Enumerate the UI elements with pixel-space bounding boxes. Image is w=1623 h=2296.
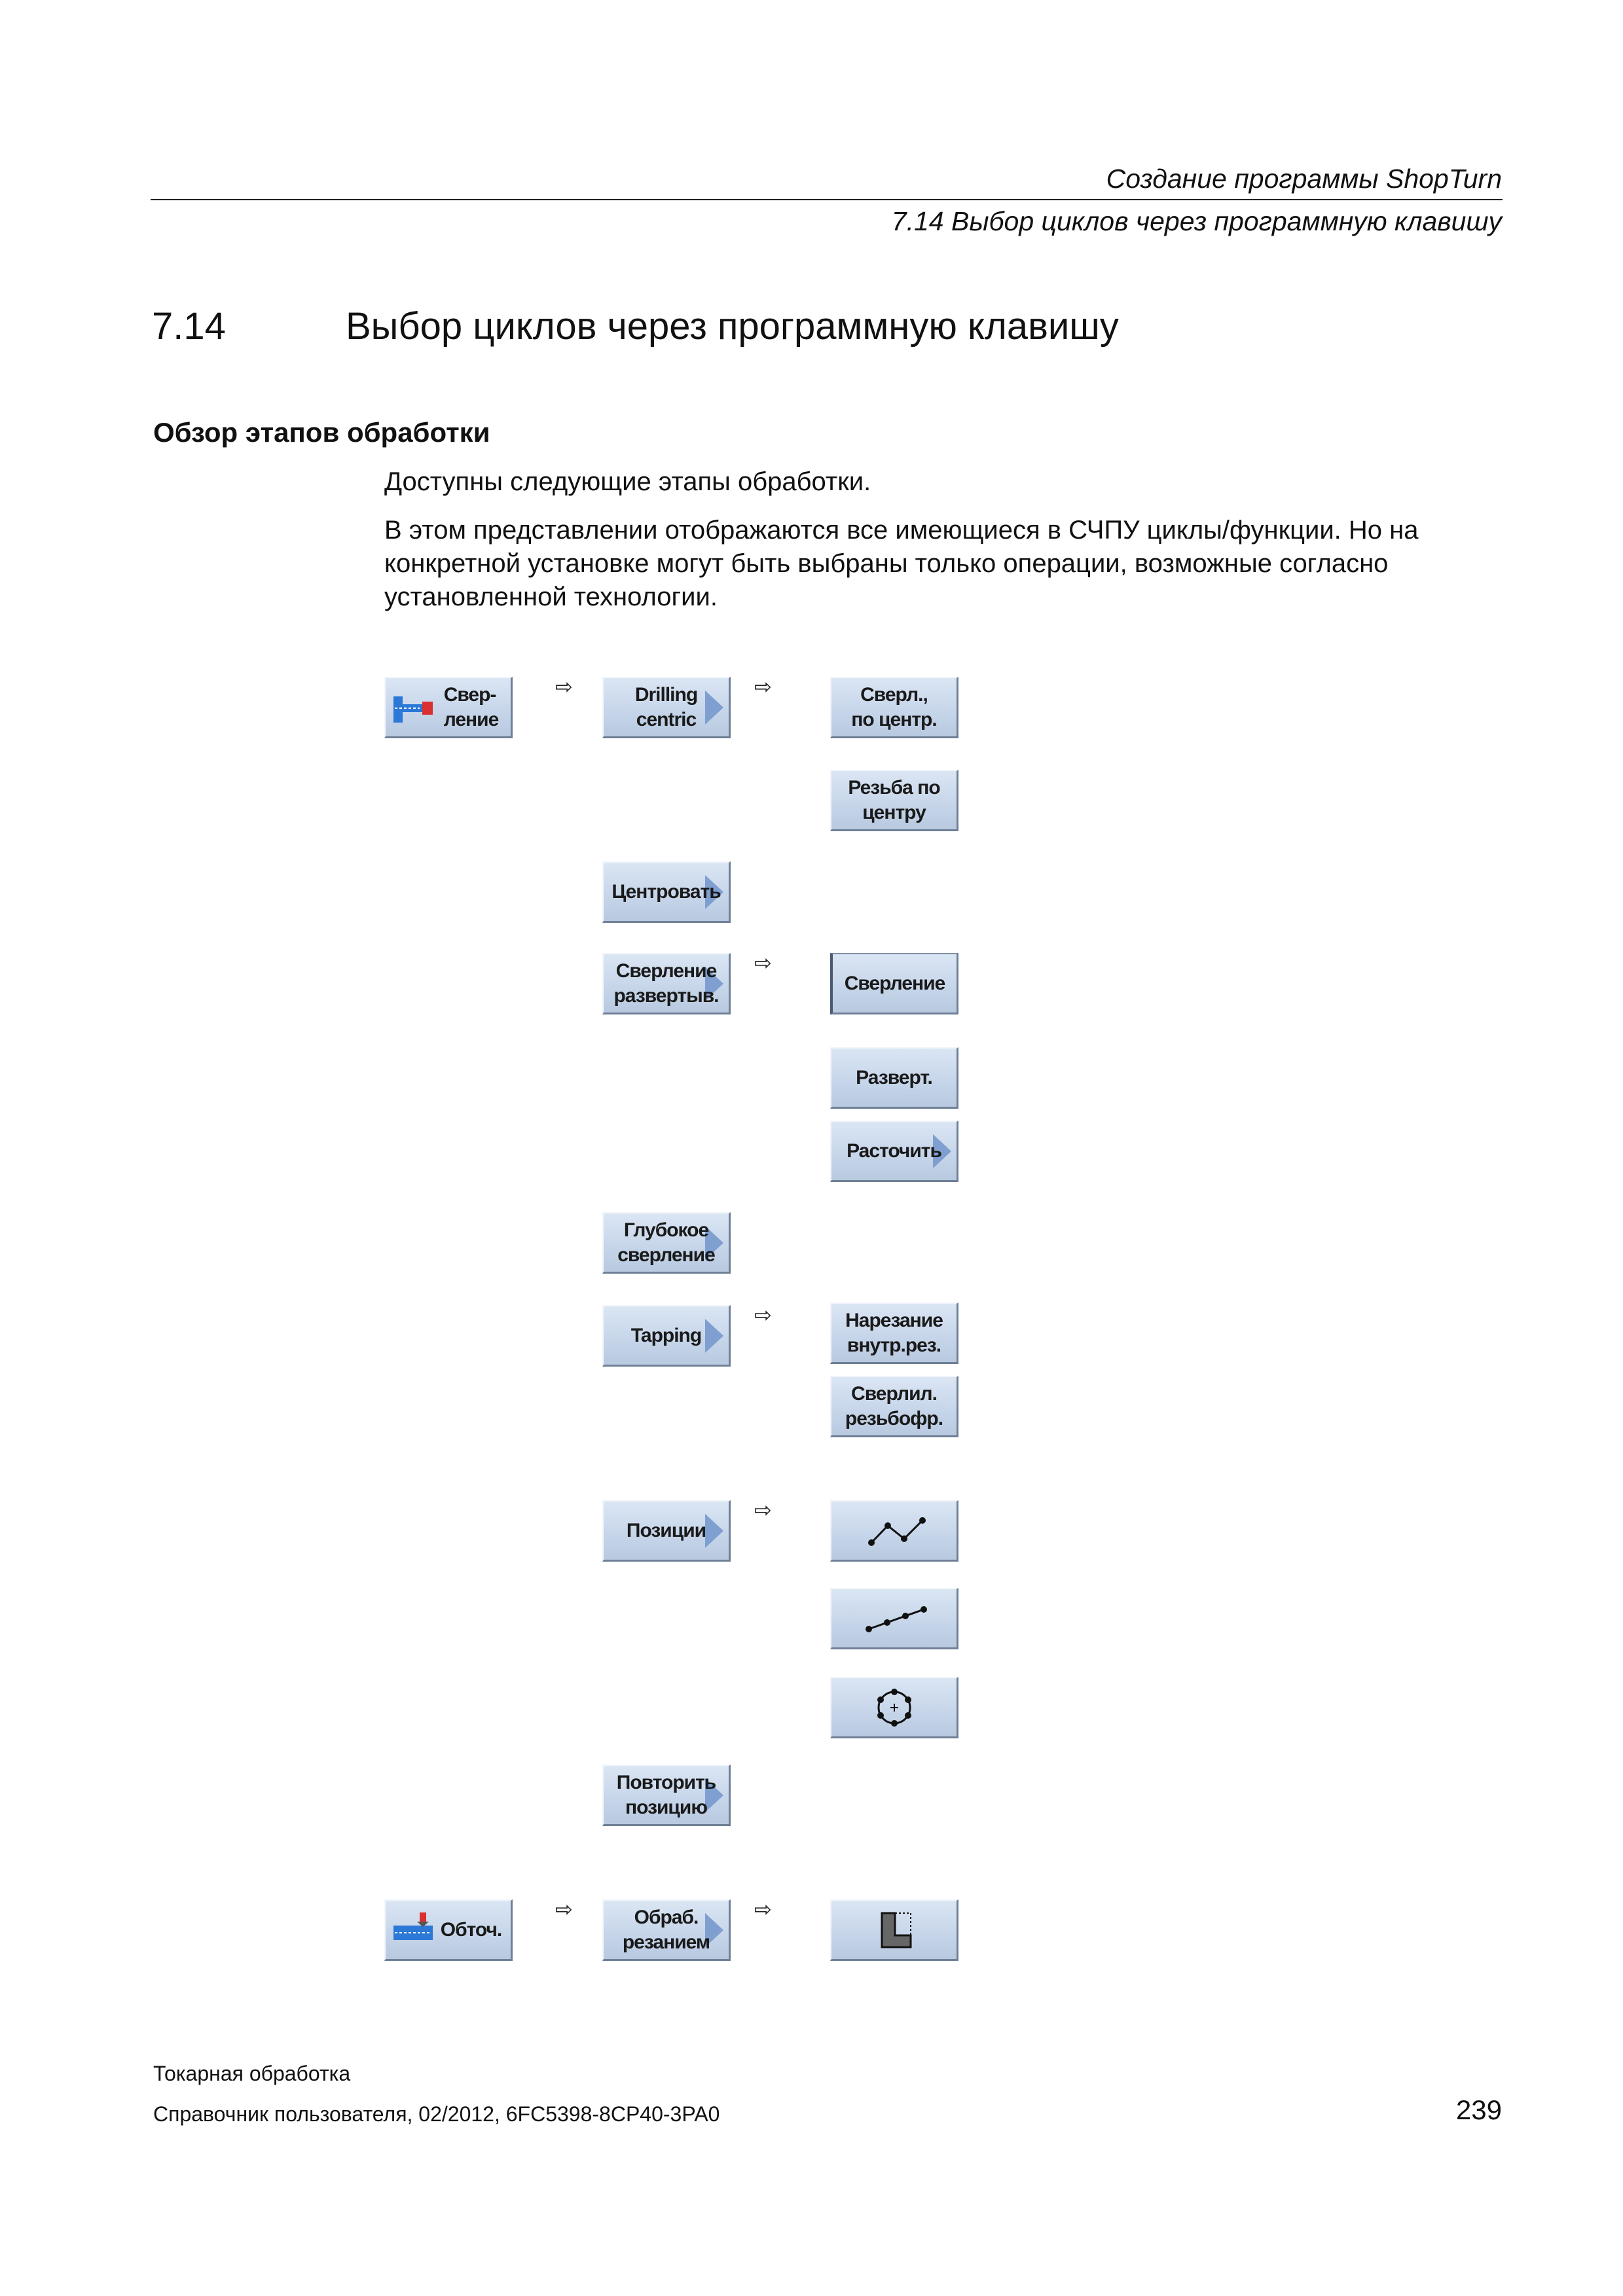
circle-positions-icon <box>845 1681 943 1734</box>
softkey-contour[interactable] <box>830 1899 958 1961</box>
softkey-label: Резьба по центру <box>848 776 940 823</box>
softkey-label: Сверл., по центр. <box>851 683 937 730</box>
softkey-turning[interactable] <box>384 1899 513 1961</box>
softkey-drilling-centric[interactable] <box>602 677 731 738</box>
softkey-label: Обточ. <box>440 1918 502 1941</box>
softkey-positions[interactable] <box>602 1500 731 1562</box>
turning-tool-icon <box>391 1910 437 1953</box>
softkey-arbitrary-positions[interactable] <box>830 1500 958 1562</box>
footer-book-title: Токарная обработка <box>153 2062 351 2085</box>
softkey-label: Разверт. <box>856 1066 932 1088</box>
running-header-chapter: Создание программы ShopTurn <box>1106 164 1502 194</box>
arrow-icon: ⇨ <box>555 1897 573 1921</box>
softkey-label: Tapping <box>630 1324 702 1346</box>
softkey-tap-inner[interactable] <box>830 1302 958 1364</box>
softkey-label: Повторить позицию <box>616 1771 716 1818</box>
softkey-label: Расточить <box>847 1139 941 1162</box>
note-paragraph: В этом представлении отображаются все имеющиеся в СЧПУ циклы/функции. Но на конкретной установке могут быть выбраны только операции, возможные согласно установленной технологии. <box>384 516 1419 611</box>
softkey-label: Drilling centric <box>634 683 698 730</box>
softkey-drill-centric[interactable] <box>830 677 958 738</box>
triangle-indicator-icon <box>705 1319 723 1353</box>
arrow-icon: ⇨ <box>754 951 772 975</box>
softkey-drilling-2[interactable] <box>830 953 958 1014</box>
softkey-reaming[interactable] <box>830 1047 958 1109</box>
arrow-icon: ⇨ <box>754 1498 772 1522</box>
softkey-label: Глубокое сверление <box>617 1219 715 1266</box>
softkey-label: Сверление <box>844 972 945 994</box>
section-title: Выбор циклов через программную клавишу <box>346 305 1119 348</box>
softkey-label: Нарезание внутр.рез. <box>845 1309 943 1356</box>
softkey-tapping[interactable] <box>602 1305 731 1367</box>
softkey-label: Центровать <box>611 880 721 903</box>
running-header-section: 7.14 Выбор циклов через программную клавишу <box>891 206 1502 236</box>
arrow-icon: ⇨ <box>754 1897 772 1921</box>
softkey-label: Позиции <box>626 1519 706 1541</box>
drill-icon <box>391 687 437 730</box>
line-positions-icon <box>845 1592 943 1645</box>
softkey-label: Обраб. резанием <box>622 1906 710 1953</box>
arrow-icon: ⇨ <box>555 675 573 698</box>
softkey-circle-positions[interactable] <box>830 1677 958 1738</box>
softkey-label: Сверлил. резьбофр. <box>845 1382 943 1429</box>
footer-manual-info: Справочник пользователя, 02/2012, 6FC5398-8CP40-3PA0 <box>153 2102 720 2126</box>
softkey-drilling[interactable] <box>384 677 513 738</box>
softkey-thread-centric[interactable] <box>830 770 958 831</box>
page-number: 239 <box>1455 2094 1502 2125</box>
arrow-icon: ⇨ <box>754 1303 772 1327</box>
softkey-label: Свер- ление <box>443 683 499 730</box>
softkey-drill-thread-mill[interactable] <box>830 1376 958 1437</box>
softkey-centering[interactable] <box>602 861 731 923</box>
header-divider <box>151 199 1503 200</box>
softkey-repeat-position[interactable] <box>602 1765 731 1826</box>
softkey-boring[interactable] <box>830 1121 958 1182</box>
softkey-deep-drilling[interactable] <box>602 1212 731 1274</box>
softkey-label: Сверление развертыв. <box>613 960 719 1007</box>
softkey-stock-removal[interactable] <box>602 1899 731 1961</box>
softkey-drill-ream[interactable] <box>602 953 731 1014</box>
intro-paragraph: Доступны следующие этапы обработки. <box>384 467 871 496</box>
subsection-title: Обзор этапов обработки <box>153 417 490 448</box>
arbitrary-positions-icon <box>845 1505 943 1557</box>
triangle-indicator-icon <box>705 1514 723 1548</box>
softkey-line-positions[interactable] <box>830 1588 958 1649</box>
triangle-indicator-icon <box>705 691 723 725</box>
arrow-icon: ⇨ <box>754 675 772 698</box>
section-number: 7.14 <box>152 305 226 348</box>
contour-corner-icon <box>845 1904 943 1956</box>
